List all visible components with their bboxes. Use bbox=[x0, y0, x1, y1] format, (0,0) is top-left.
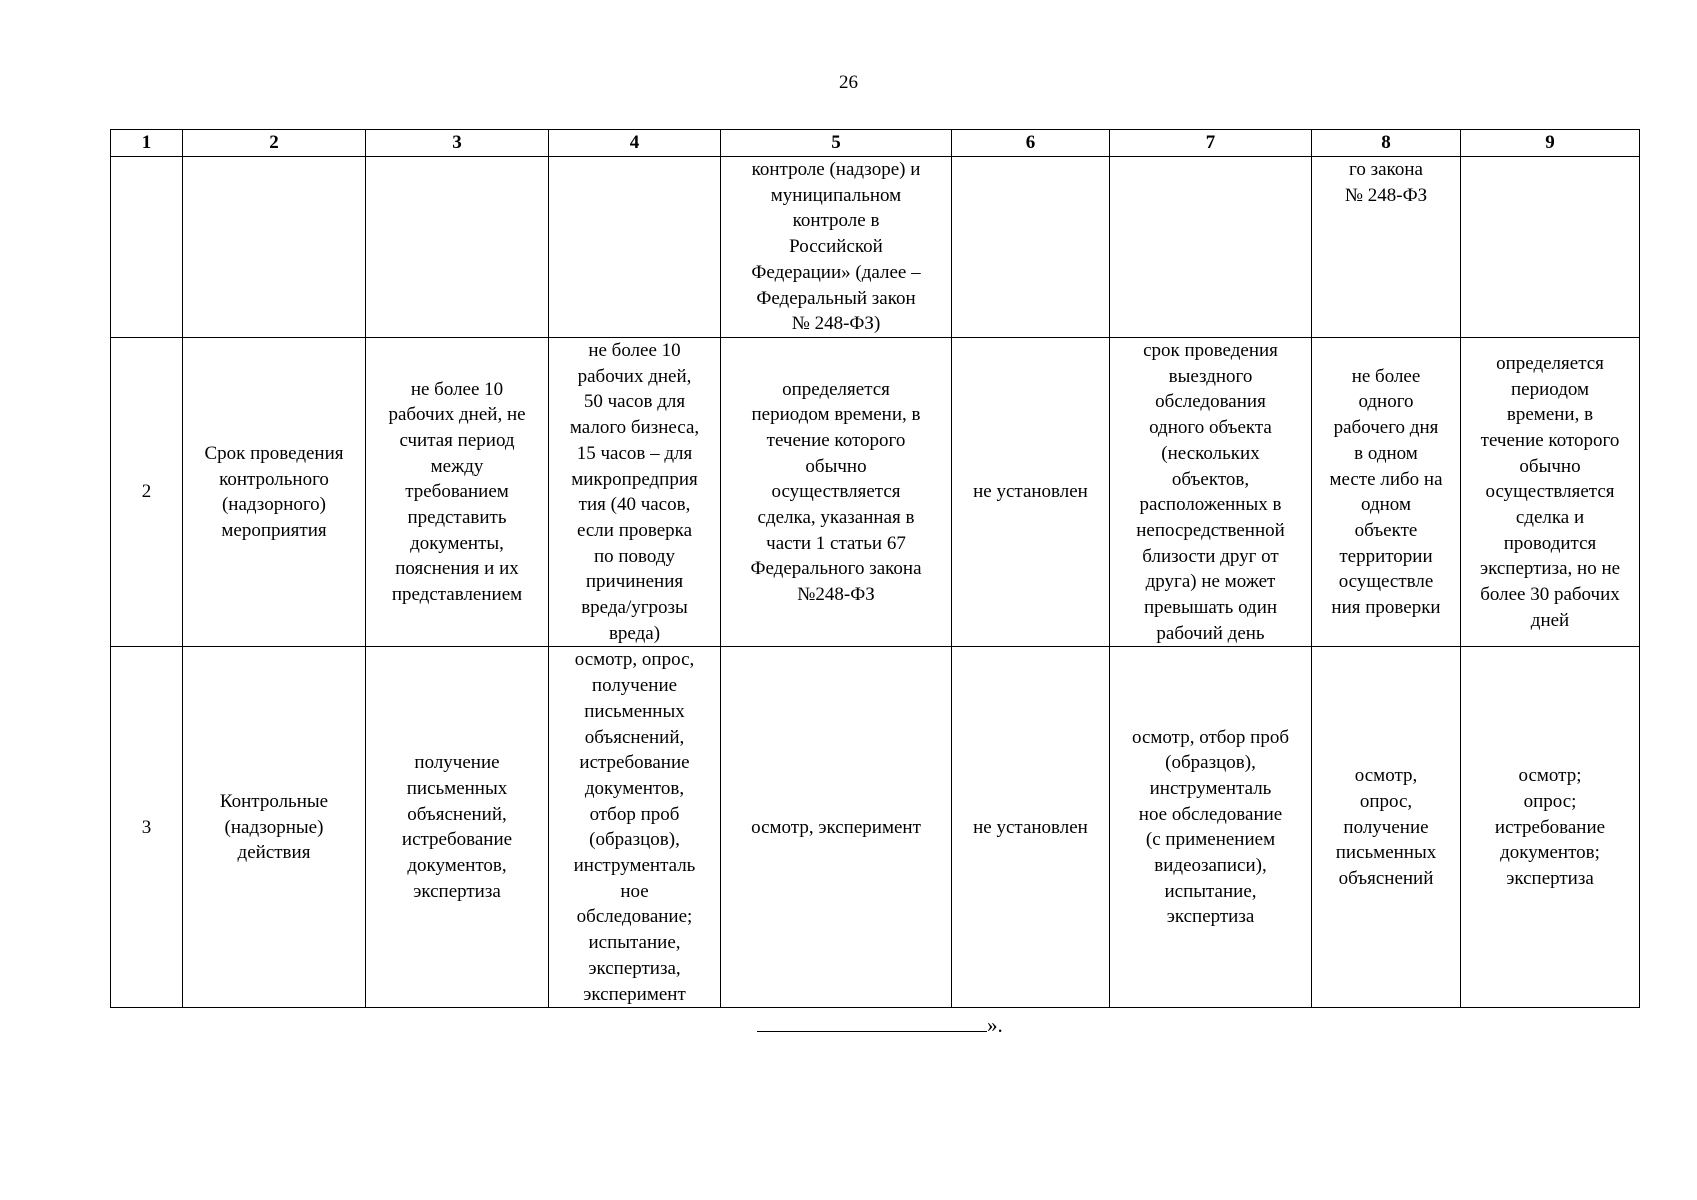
row-number-cell: 2 bbox=[111, 338, 183, 647]
table-row-2 bbox=[111, 338, 1640, 647]
table-cell bbox=[549, 157, 721, 338]
table-cell: не установлен bbox=[952, 647, 1110, 1008]
closing-mark bbox=[757, 1011, 1003, 1037]
table-cell: контроле (надзоре) и муниципальном контроле в Российской Федерации» (далее – Федеральный закон № 248-ФЗ) bbox=[721, 157, 952, 338]
regulation-table bbox=[110, 129, 1640, 1008]
column-number-1: 1 bbox=[111, 130, 183, 157]
table-cell bbox=[366, 157, 549, 338]
table-cell: не более одного рабочего дня в одном месте либо на одном объекте территории осуществле ния проверки bbox=[1312, 338, 1461, 647]
table-cell: получение письменных объяснений, истребование документов, экспертиза bbox=[366, 647, 549, 1008]
table-cell: осмотр, отбор проб (образцов), инструменталь ное обследование (с применением видеозаписи), испытание, экспертиза bbox=[1110, 647, 1312, 1008]
table-cell: осмотр, эксперимент bbox=[721, 647, 952, 1008]
table-row-3 bbox=[111, 647, 1640, 1008]
table-cell: не более 10 рабочих дней, 50 часов для малого бизнеса, 15 часов – для микропредприя тия (40 часов, если проверка по поводу причинения вреда/угрозы вреда) bbox=[549, 338, 721, 647]
table-cell bbox=[1461, 157, 1640, 338]
table-cell bbox=[1110, 157, 1312, 338]
table-cell: определяется периодом времени, в течение которого обычно осуществляется сделка и проводится экспертиза, но не более 30 рабочих дней bbox=[1461, 338, 1640, 647]
table-cell bbox=[952, 157, 1110, 338]
column-number-header-row bbox=[111, 130, 1640, 157]
closing-underline bbox=[757, 1011, 987, 1032]
row-number-cell: 3 bbox=[111, 647, 183, 1008]
column-number-8: 8 bbox=[1312, 130, 1461, 157]
table-cell: го закона № 248-ФЗ bbox=[1312, 157, 1461, 338]
table-cell: осмотр, опрос, получение письменных объяснений bbox=[1312, 647, 1461, 1008]
column-number-7: 7 bbox=[1110, 130, 1312, 157]
column-number-4: 4 bbox=[549, 130, 721, 157]
page-number: 26 bbox=[839, 72, 858, 93]
closing-quote: ». bbox=[987, 1013, 1003, 1037]
column-number-9: 9 bbox=[1461, 130, 1640, 157]
table-cell: осмотр, опрос, получение письменных объяснений, истребование документов, отбор проб (образцов), инструменталь ное обследование; испытание, экспертиза, эксперимент bbox=[549, 647, 721, 1008]
table-cell: не установлен bbox=[952, 338, 1110, 647]
table-cell: срок проведения выездного обследования одного объекта (нескольких объектов, расположенных в непосредственной близости друг от друга) не может превышать один рабочий день bbox=[1110, 338, 1312, 647]
table-cell bbox=[111, 157, 183, 338]
table-cell: определяется периодом времени, в течение которого обычно осуществляется сделка, указанная в части 1 статьи 67 Федерального закона №248-ФЗ bbox=[721, 338, 952, 647]
column-number-3: 3 bbox=[366, 130, 549, 157]
table-row-continuation bbox=[111, 157, 1640, 338]
table-cell: Срок проведения контрольного (надзорного) мероприятия bbox=[183, 338, 366, 647]
column-number-6: 6 bbox=[952, 130, 1110, 157]
table-cell: не более 10 рабочих дней, не считая период между требованием представить документы, пояснения и их представлением bbox=[366, 338, 549, 647]
table-cell: Контрольные (надзорные) действия bbox=[183, 647, 366, 1008]
table-cell: осмотр; опрос; истребование документов; экспертиза bbox=[1461, 647, 1640, 1008]
column-number-2: 2 bbox=[183, 130, 366, 157]
table-cell bbox=[183, 157, 366, 338]
column-number-5: 5 bbox=[721, 130, 952, 157]
